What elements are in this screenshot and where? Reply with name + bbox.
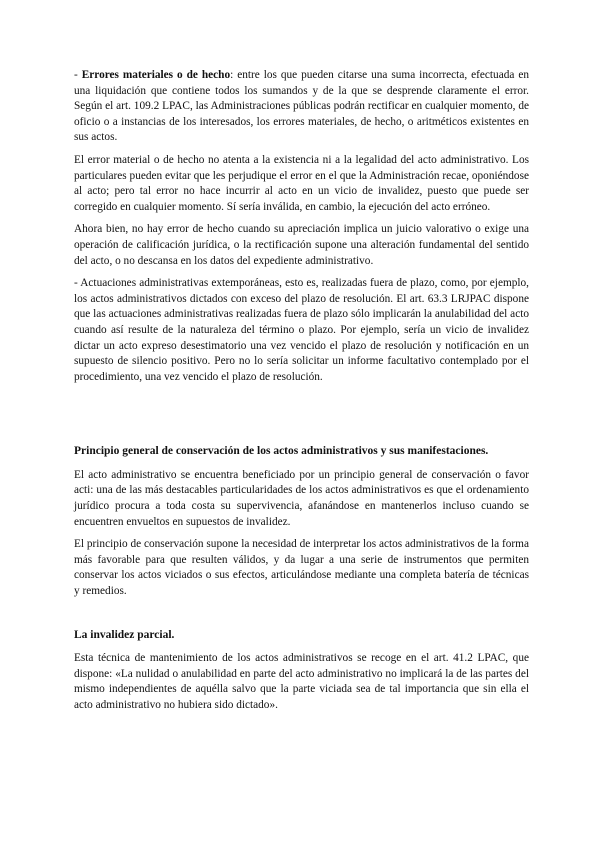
- spacer: [74, 392, 529, 444]
- paragraph-ahora-bien: Ahora bien, no hay error de hecho cuando su apreciación implica un juicio valorativo o exige una operación de calificación jurídica, o la rectificación supone una alteración fundamental del sentido del acto, o no descansa en los datos del expediente administrativo.: [74, 223, 529, 267]
- document-page: [74, 68, 529, 721]
- paragraph-error-material: El error material o de hecho no atenta a la existencia ni a la legalidad del acto administrativo. Los particulares pueden evitar que les perjudique el error en el que la Administración recae, oponiéndose al acto; pero tal error no hace incurrir al acto en un vicio de invalidez, puesto que puede ser corregido en cualquier momento. Sí sería inválida, en cambio, la ejecución del acto erróneo.: [74, 153, 529, 213]
- paragraph-invalidez-parcial: Esta técnica de mantenimiento de los actos administrativos se recoge en el art. 41.2 LPAC, que dispone: «La nulidad o anulabilidad en parte del acto administrativo no implicará la de las partes del mismo independientes de aquélla salvo que la parte viciada sea de tal importancia que sin ella el acto administrativo no hubiera sido dictado».: [74, 652, 529, 711]
- paragraph-prefix: -: [74, 69, 82, 81]
- spacer: [74, 607, 529, 628]
- term-errores-materiales: Errores materiales o de hecho: [81, 69, 231, 81]
- paragraph-actuaciones-extemporaneas: - Actuaciones administrativas extemporáneas, esto es, realizadas fuera de plazo, como, por ejemplo, los actos administrativos dictados con exceso del plazo de resolución. El art. 63.3 LRJPAC dispone que las actuaciones administrativas realizadas fuera de plazo sólo implicarán la anulabilidad del acto cuando así resulte de la naturaleza del término o plazo. Por ejemplo, sería un vicio de invalidez dictar un acto expreso desestimatorio una vez vencido el plazo de resolución y notificación en un supuesto de silencio positivo. Pero no lo sería solicitar un informe facultativo contemplado por el procedimiento, una vez vencido el plazo de resolución.: [74, 277, 529, 383]
- paragraph-favor-acti: El acto administrativo se encuentra beneficiado por un principio general de conservación o favor acti: una de las más destacables particularidades de los actos administrativos es que el ordenamiento jurídico procura a toda costa su supervivencia, afanándose en mantenerlos incluso cuando se encuentren envueltos en supuestos de invalidez.: [74, 468, 529, 528]
- paragraph-errores-materiales: [74, 68, 529, 146]
- section-heading-principio-conservacion: Principio general de conservación de los actos administrativos y sus manifestaciones.: [74, 445, 489, 458]
- paragraph-principio-conservacion: El principio de conservación supone la necesidad de interpretar los actos administrativos de la forma más favorable para que resulten válidos, y da lugar a una serie de instrumentos que permiten conservar los actos viciados o sus efectos, articulándose mediante una completa batería de técnicas y remedios.: [74, 538, 529, 598]
- section-heading-invalidez-parcial: La invalidez parcial.: [74, 628, 175, 641]
- paragraph-text: : entre los que pueden citarse una suma incorrecta, efectuada en una liquidación que contiene todos los sumandos y de la que se desprende claramente el error. Según el art. 109.2 LPAC, las Administraciones públicas podrán rectificar en cualquier momento, de oficio o a instancias de los interesados, los errores materiales, de hecho, o aritméticos existentes en sus actos.: [74, 69, 529, 144]
